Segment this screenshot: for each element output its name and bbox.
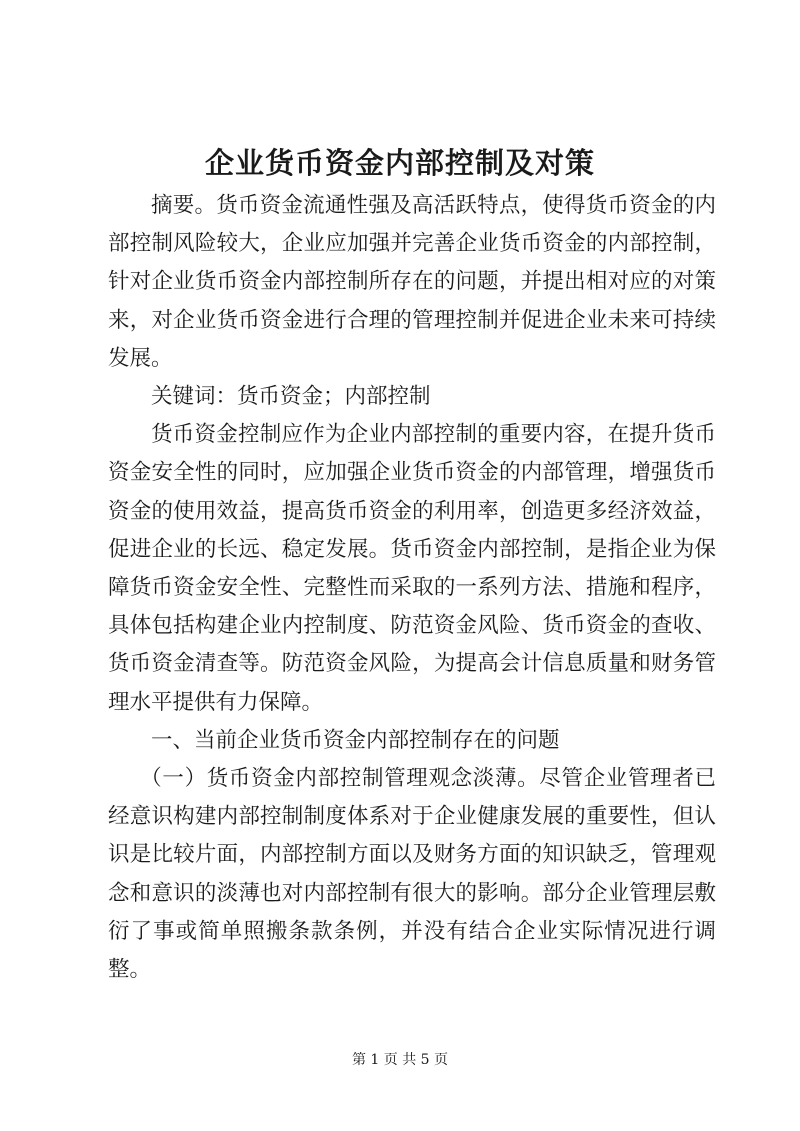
subsection-paragraph: （一）货币资金内部控制管理观念淡薄。尽管企业管理者已经意识构建内部控制制度体系对于企业健康发展的重要性，但认识是比较片面，内部控制方面以及财务方面的知识缺乏，管理观念和意识的淡薄也对内部控制有很大的影响。部分企业管理层敷衍了事或简单照搬条款条例，并没有结合企业实际情况进行调整。 (108, 766, 716, 983)
section-heading: 一、当前企业货币资金内部控制存在的问题 (151, 727, 560, 753)
intro-paragraph: 货币资金控制应作为企业内部控制的重要内容，在提升货币资金安全性的同时，应加强企业货币资金的内部管理，增强货币资金的使用效益，提高货币资金的利用率，创造更多经济效益，促进企业的长远、稳定发展。货币资金内部控制，是指企业为保障货币资金安全性、完整性而采取的一系列方法、措施和程序，具体包括构建企业内控制度、防范资金风险、货币资金的查收、货币资金清查等。防范资金风险，为提高会计信息质量和财务管理水平提供有力保障。 (108, 422, 716, 715)
abstract-paragraph: 摘要。货币资金流通性强及高活跃特点，使得货币资金的内部控制风险较大，企业应加强并完善企业货币资金的内部控制，针对企业货币资金内部控制所存在的问题，并提出相对应的对策来，对企业货币资金进行合理的管理控制并促进企业未来可持续发展。 (108, 193, 716, 371)
keywords-paragraph: 关键词：货币资金；内部控制 (151, 384, 431, 410)
document-body (108, 187, 716, 989)
document-title: 企业货币资金内部控制及对策 (204, 146, 595, 180)
page-footer: 第 1 页 共 5 页 (351, 1052, 449, 1068)
